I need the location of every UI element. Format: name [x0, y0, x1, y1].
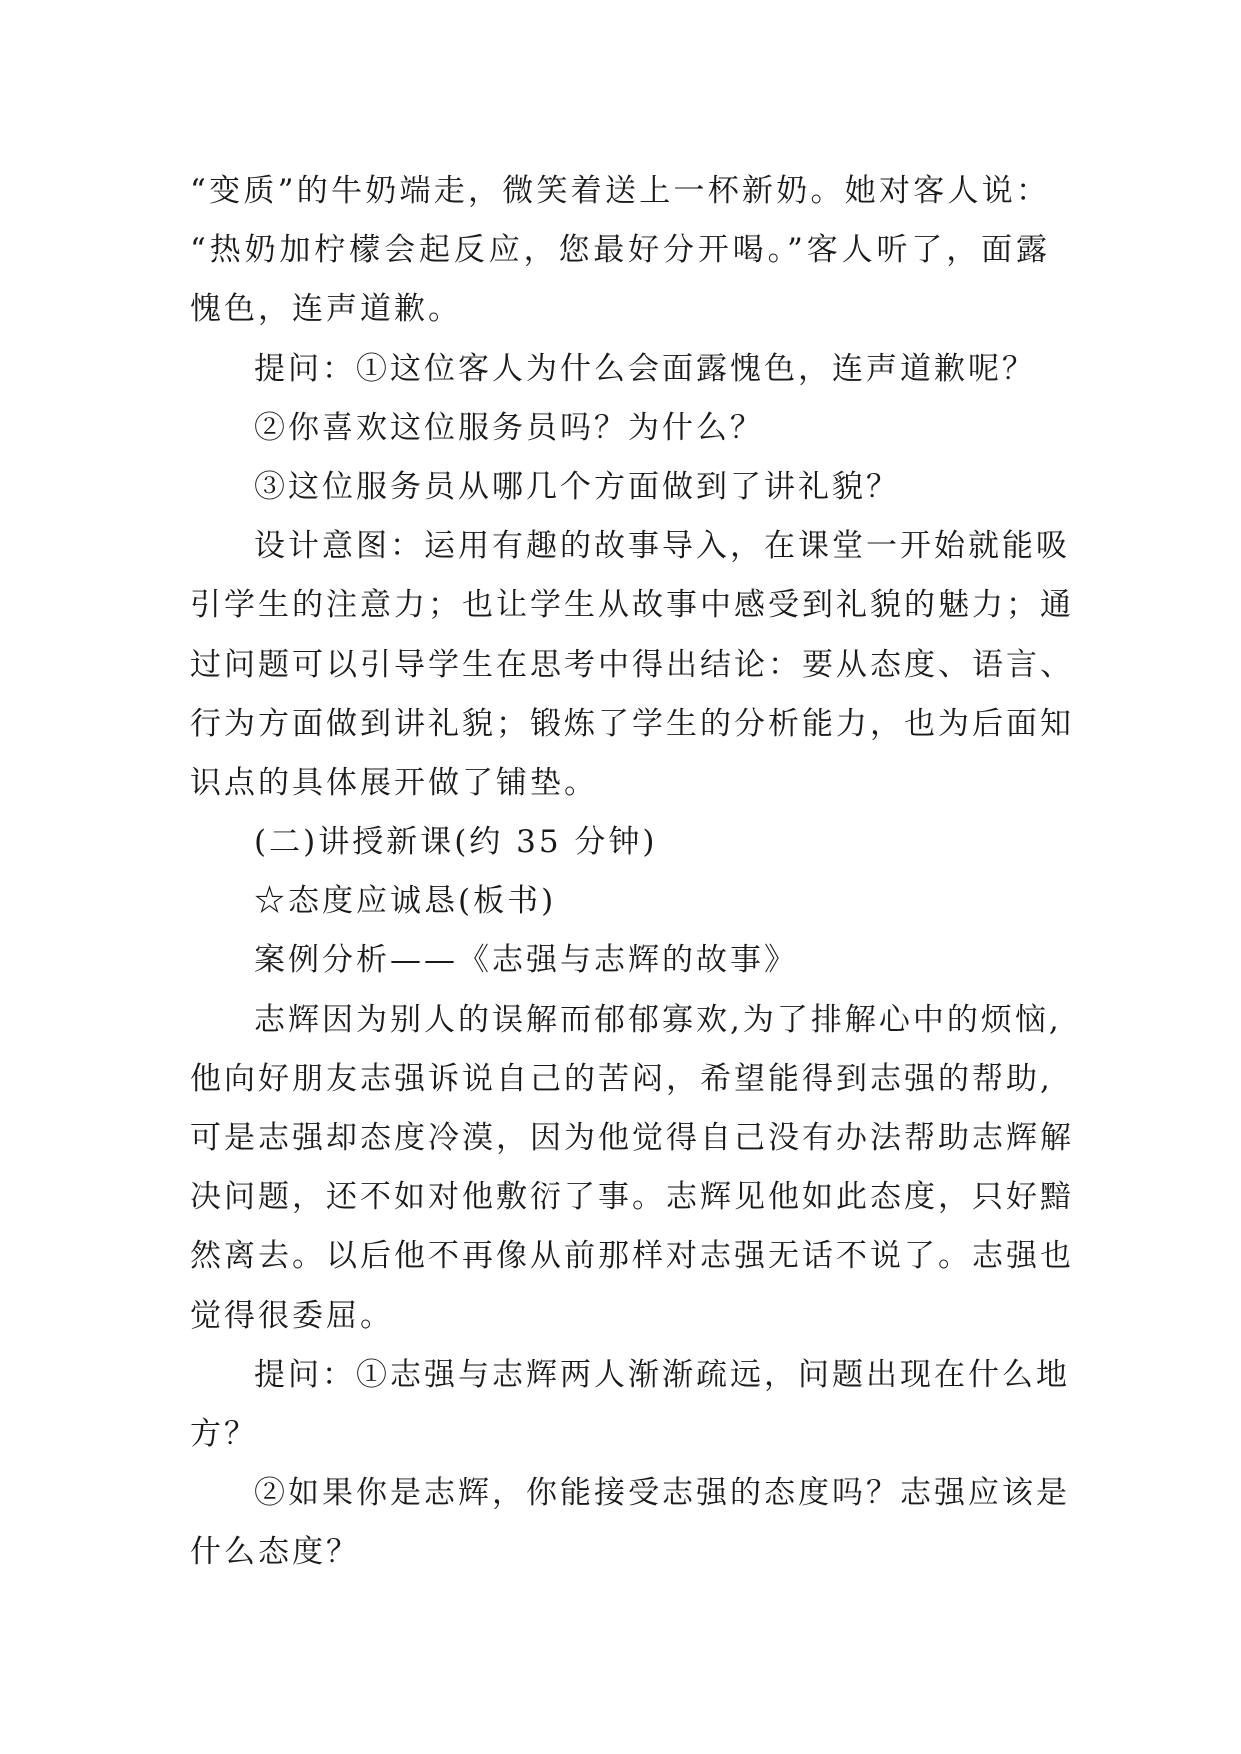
text-line: 志辉因为别人的误解而郁郁寡欢,为了排解心中的烦恼,: [254, 1001, 1062, 1038]
document-page: [190, 162, 1074, 1583]
board-note: ☆态度应诚恳(板书): [254, 883, 557, 920]
question-line: ②如果你是志辉，你能接受志强的态度吗？志强应该是: [254, 1475, 1070, 1512]
text-line: 过问题可以引导学生在思考中得出结论：要从态度、语言、: [190, 646, 1074, 683]
question-line: 提问：①这位客人为什么会面露愧色，连声道歉呢？: [254, 350, 1036, 387]
text-line: 决问题，还不如对他敷衍了事。志辉见他如此态度，只好黯: [190, 1179, 1074, 1216]
text-line: 然离去。以后他不再像从前那样对志强无话不说了。志强也: [190, 1238, 1074, 1275]
text-line: 可是志强却态度冷漠，因为他觉得自己没有办法帮助志辉解: [190, 1120, 1074, 1156]
text-line: 什么态度？: [190, 1534, 360, 1571]
text-line: 行为方面做到讲礼貌；锻炼了学生的分析能力，也为后面知: [190, 705, 1074, 742]
text-line: 愧色，连声道歉。: [190, 291, 462, 328]
text-line: “热奶加柠檬会起反应，您最好分开喝。”客人听了，面露: [190, 232, 1050, 269]
question-line: ②你喜欢这位服务员吗？为什么？: [254, 409, 764, 446]
text-line: 方？: [190, 1415, 258, 1452]
text-line: 设计意图：运用有趣的故事导入，在课堂一开始就能吸: [254, 528, 1070, 565]
case-title: 案例分析——《志强与志辉的故事》: [254, 942, 798, 979]
question-line: 提问：①志强与志辉两人渐渐疏远，问题出现在什么地: [254, 1356, 1070, 1393]
text-line: 他向好朋友志强诉说自己的苦闷，希望能得到志强的帮助,: [190, 1060, 1053, 1097]
text-line: “变质”的牛奶端走，微笑着送上一杯新奶。她对客人说：: [190, 173, 1050, 209]
text-line: 引学生的注意力；也让学生从故事中感受到礼貌的魅力；通: [190, 587, 1074, 624]
question-line: ③这位服务员从哪几个方面做到了讲礼貌？: [254, 468, 900, 505]
section-heading: (二)讲授新课(约 35 分钟): [254, 824, 658, 861]
text-line: 识点的具体展开做了铺垫。: [190, 764, 598, 801]
text-line: 觉得很委屈。: [190, 1297, 394, 1334]
